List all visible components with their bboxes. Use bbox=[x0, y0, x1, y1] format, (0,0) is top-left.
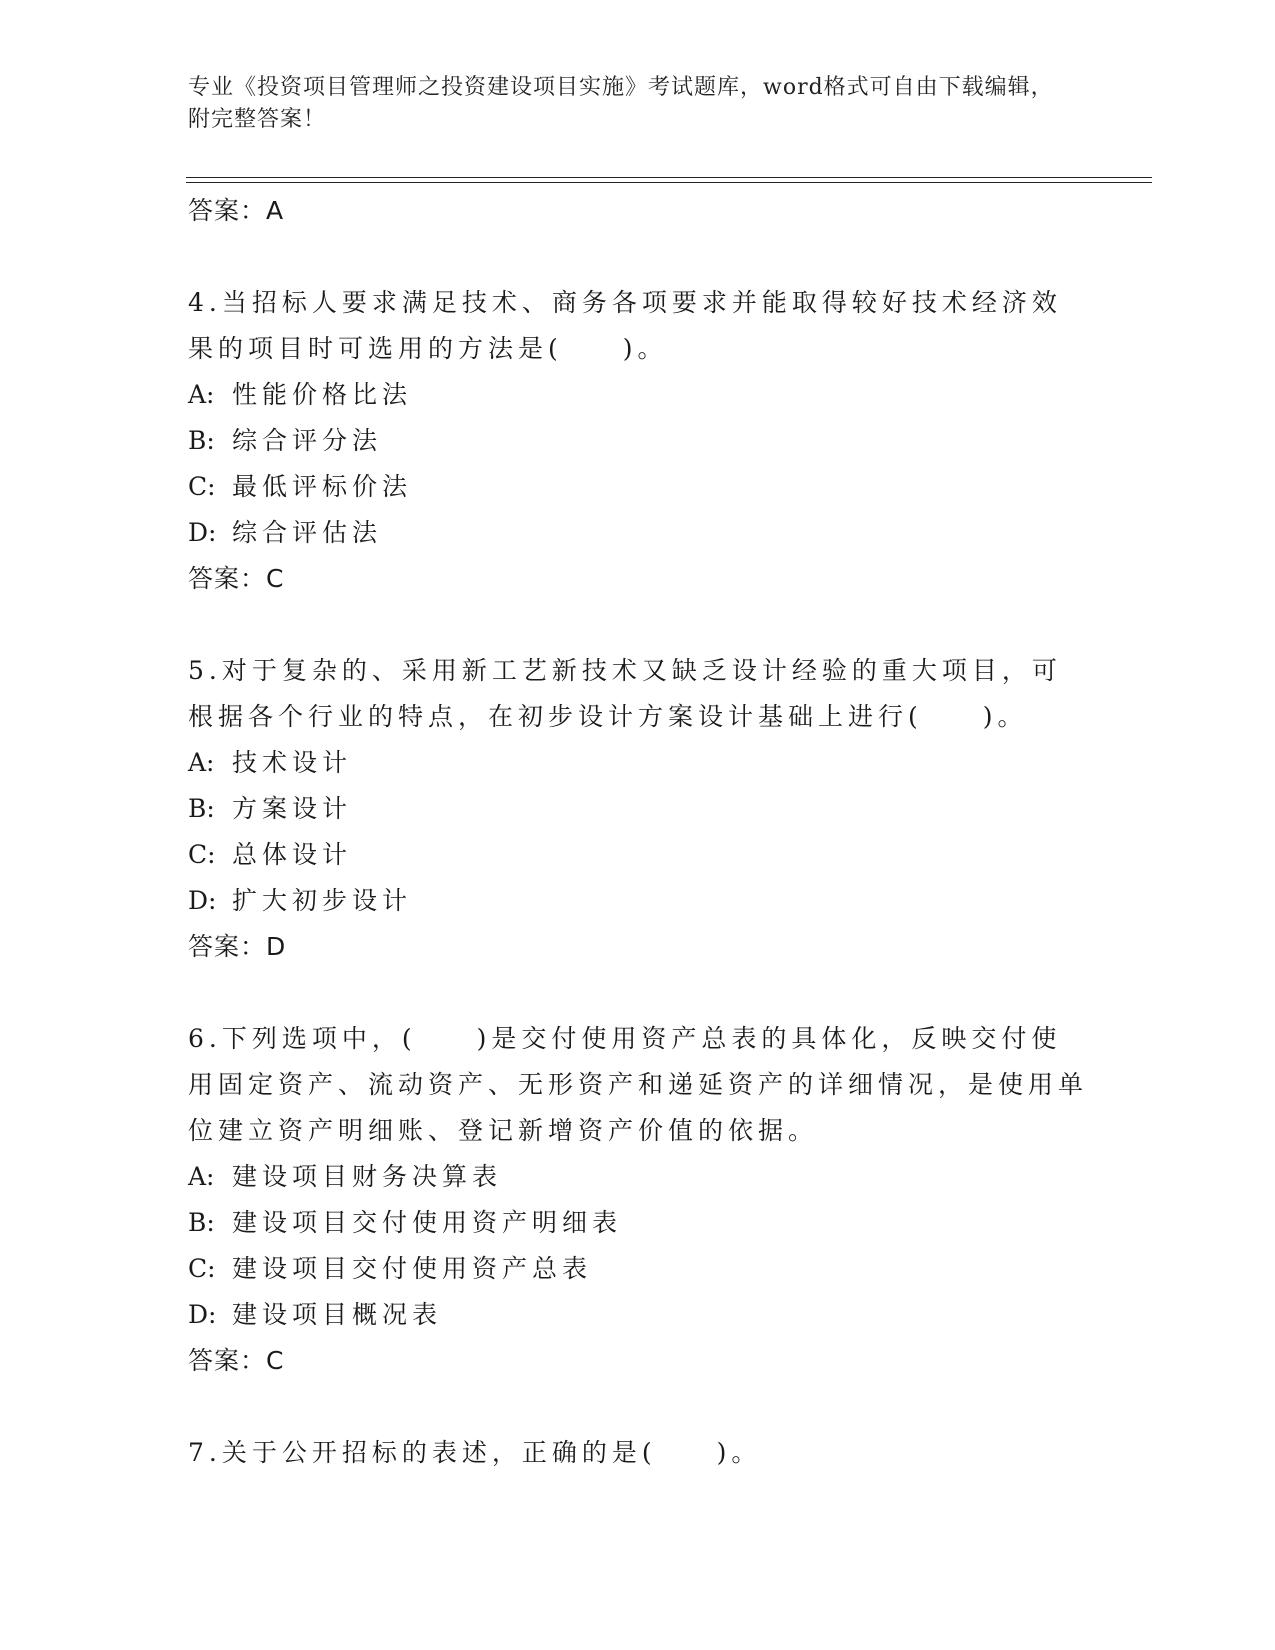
option-letter: D: bbox=[188, 518, 217, 547]
option-letter: D: bbox=[188, 1300, 217, 1329]
option-letter: A: bbox=[188, 1162, 215, 1191]
option-letter: B: bbox=[188, 1208, 215, 1237]
question-text: 5.对于复杂的、采用新工艺新技术又缺乏设计经验的重大项目，可根据各个行业的特点，在初步设计方案设计基础上进行( )。 bbox=[188, 656, 1062, 731]
option-letter: B: bbox=[188, 426, 215, 455]
option-d bbox=[188, 510, 1088, 556]
option-text: 建设项目概况表 bbox=[232, 1300, 443, 1329]
option-d bbox=[188, 1292, 1088, 1338]
question-text: 6.下列选项中，( )是交付使用资产总表的具体化，反映交付使用固定资产、流动资产、无形资产和递延资产的详细情况，是使用单位建立资产明细账、登记新增资产价值的依据。 bbox=[188, 1024, 1089, 1145]
question-7 bbox=[188, 1430, 1088, 1476]
option-c bbox=[188, 464, 1088, 510]
option-a bbox=[188, 1154, 1088, 1200]
answer-line: 答案：D bbox=[188, 932, 287, 961]
option-text: 建设项目交付使用资产明细表 bbox=[232, 1208, 623, 1237]
header-divider bbox=[186, 177, 1152, 183]
option-b bbox=[188, 418, 1088, 464]
answer-line: 答案：C bbox=[188, 564, 285, 593]
option-text: 方案设计 bbox=[232, 794, 353, 823]
option-b bbox=[188, 786, 1088, 832]
option-text: 扩大初步设计 bbox=[232, 886, 413, 915]
option-text: 性能价格比法 bbox=[232, 380, 413, 409]
option-text: 总体设计 bbox=[232, 840, 353, 869]
option-text: 综合评分法 bbox=[232, 426, 383, 455]
question-text: 7.关于公开招标的表述，正确的是( )。 bbox=[188, 1438, 762, 1467]
option-b bbox=[188, 1200, 1088, 1246]
option-text: 建设项目交付使用资产总表 bbox=[232, 1254, 593, 1283]
question-6 bbox=[188, 1016, 1088, 1384]
option-letter: C: bbox=[188, 840, 216, 869]
option-text: 建设项目财务决算表 bbox=[232, 1162, 503, 1191]
document-body bbox=[188, 188, 1088, 1476]
option-c bbox=[188, 832, 1088, 878]
answer-line: 答案：A bbox=[188, 196, 285, 225]
option-text: 技术设计 bbox=[232, 748, 353, 777]
option-d bbox=[188, 878, 1088, 924]
option-letter: C: bbox=[188, 472, 216, 501]
option-letter: A: bbox=[188, 748, 215, 777]
option-a bbox=[188, 740, 1088, 786]
question-5 bbox=[188, 648, 1088, 970]
option-text: 综合评估法 bbox=[232, 518, 383, 547]
option-c bbox=[188, 1246, 1088, 1292]
option-letter: A: bbox=[188, 380, 215, 409]
question-text: 4.当招标人要求满足技术、商务各项要求并能取得较好技术经济效果的项目时可选用的方法是( )。 bbox=[188, 288, 1062, 363]
option-letter: D: bbox=[188, 886, 217, 915]
option-letter: B: bbox=[188, 794, 215, 823]
option-letter: C: bbox=[188, 1254, 216, 1283]
option-text: 最低评标价法 bbox=[232, 472, 413, 501]
document-header: 专业《投资项目管理师之投资建设项目实施》考试题库，word格式可自由下载编辑，附完整答案！ bbox=[188, 75, 1054, 132]
answer-line: 答案：C bbox=[188, 1346, 285, 1375]
question-4 bbox=[188, 280, 1088, 602]
option-a bbox=[188, 372, 1088, 418]
